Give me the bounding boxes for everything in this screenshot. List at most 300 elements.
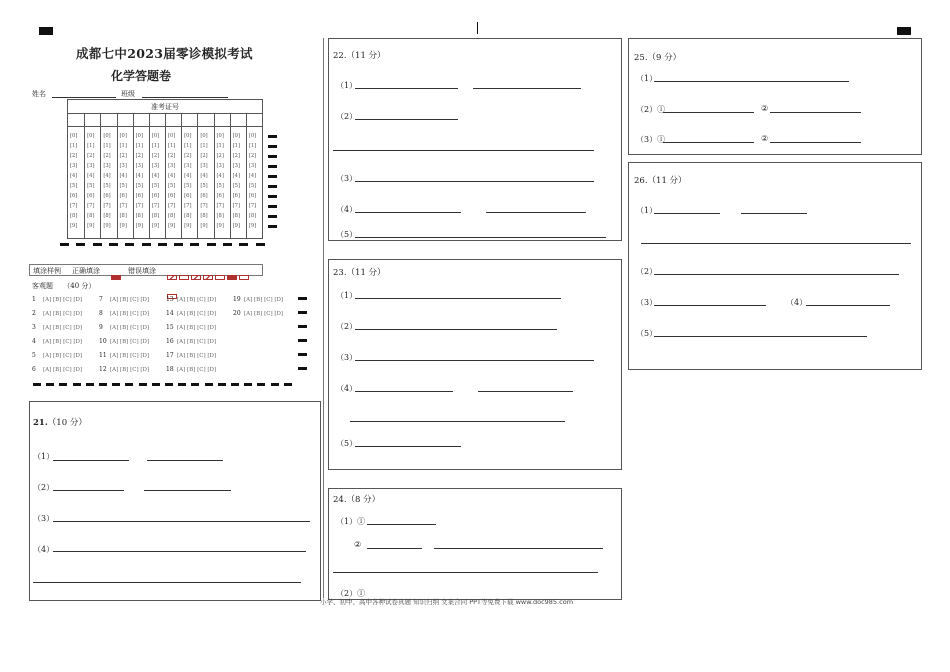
legend-example-label: 填涂样例 [33,267,61,275]
timing-mark [59,383,67,386]
digit-bubble[interactable]: [4] [151,173,160,179]
digit-bubble[interactable]: [7] [248,203,257,209]
digit-bubble[interactable]: [2] [168,153,176,159]
timing-mark [46,383,54,386]
q21-label-2: （2） [33,483,55,492]
digit-bubble[interactable]: [6] [135,193,144,199]
question-number: 12 [99,366,107,373]
digit-bubble[interactable]: [6] [70,193,78,199]
digit-bubble[interactable]: [8] [103,213,111,219]
digit-bubble[interactable]: [4] [135,173,144,179]
digit-bubble[interactable]: [3] [168,163,176,169]
question-number: 14 [166,310,174,317]
q25-label-1: （1） [636,74,658,83]
timing-mark [152,383,160,386]
question-23-box [328,259,622,470]
q25-title: 25.（9 分） [634,53,682,63]
q24-answer-1c[interactable] [434,548,603,549]
question-number: 8 [99,310,103,317]
name-field[interactable] [52,97,116,98]
objective-question-4[interactable] [32,338,82,345]
q26-title: 26.（11 分） [634,176,687,186]
digit-bubble[interactable]: [8] [248,213,257,219]
digit-bubble[interactable]: [4] [216,173,224,179]
digit-bubble[interactable]: [2] [200,153,208,159]
choice-bubbles[interactable]: [A] [B] [C] [D] [43,311,83,317]
objective-question-11[interactable] [99,352,149,359]
digit-bubble[interactable]: [9] [248,223,257,229]
digit-bubble[interactable]: [0] [248,133,257,139]
q22-answer-3[interactable] [355,181,594,182]
question-number: 16 [166,338,174,345]
digit-bubble[interactable]: [7] [119,203,127,209]
digit-bubble[interactable]: [0] [87,133,95,139]
digit-bubble[interactable]: [0] [184,133,192,139]
digit-bubble[interactable]: [0] [151,133,160,139]
digit-bubble[interactable]: [8] [135,213,144,219]
q26-label-2: （2） [636,267,658,276]
q26-label-5: （5） [636,329,658,338]
digit-bubble[interactable]: [5] [119,183,127,189]
digit-bubble[interactable]: [4] [168,173,176,179]
question-number: 3 [32,324,36,331]
q23-label-4: （4） [336,384,358,393]
objective-question-7[interactable] [99,296,149,303]
admission-number-grid [67,99,263,239]
q22-title: 22.（11 分） [333,51,386,61]
timing-mark [93,243,102,246]
digit-bubble[interactable]: [3] [216,163,224,169]
class-label: 班级 [121,90,135,98]
objective-question-17[interactable] [166,352,216,359]
objective-question-12[interactable] [99,366,149,373]
choice-bubbles[interactable]: [A] [B] [C] [D] [43,353,83,359]
digit-bubble[interactable]: [3] [119,163,127,169]
timing-mark [284,383,292,386]
timing-mark [268,175,277,178]
choice-bubbles[interactable]: [A] [B] [C] [D] [244,297,284,303]
timing-mark [125,383,133,386]
choice-bubbles[interactable]: [A] [B] [C] [D] [177,297,217,303]
choice-bubbles[interactable]: [A] [B] [C] [D] [177,325,217,331]
digit-bubble[interactable]: [8] [70,213,78,219]
digit-bubble[interactable]: [1] [135,143,144,149]
digit-bubble[interactable]: [4] [87,173,95,179]
q22-answer-1b[interactable] [473,88,581,89]
question-number: 20 [233,310,241,317]
name-label: 姓名 [32,90,46,98]
objective-question-13[interactable] [166,296,216,303]
choice-bubbles[interactable]: [A] [B] [C] [D] [43,297,83,303]
choice-bubbles[interactable]: [A] [B] [C] [D] [43,339,83,345]
q24-label-1: （1）① [336,517,366,526]
question-number: 9 [99,324,103,331]
q22-label-3: （3） [336,174,358,183]
q23-label-5: （5） [336,439,358,448]
digit-bubble[interactable]: [6] [216,193,224,199]
digit-bubble[interactable]: [6] [119,193,127,199]
q26-answer-3[interactable] [654,305,766,306]
digit-bubble[interactable]: [5] [87,183,95,189]
timing-mark [268,145,277,148]
q24-answer-1a[interactable] [367,524,436,525]
choice-bubbles[interactable]: [A] [B] [C] [D] [177,367,217,373]
digit-bubble[interactable]: [8] [119,213,127,219]
digit-bubble[interactable]: [2] [135,153,144,159]
digit-bubble[interactable]: [6] [103,193,111,199]
digit-bubble[interactable]: [1] [184,143,192,149]
question-22-box [328,38,622,241]
q22-answer-1a[interactable] [355,88,458,89]
choice-bubbles[interactable]: [A] [B] [C] [D] [110,325,150,331]
digit-bubble[interactable]: [3] [200,163,208,169]
q26-answer-1a[interactable] [654,213,720,214]
digit-bubble[interactable]: [3] [248,163,257,169]
digit-bubble[interactable]: [1] [151,143,160,149]
digit-bubble[interactable]: [6] [184,193,192,199]
q25-label-2b: ② [761,104,769,113]
digit-bubble[interactable]: [4] [70,173,78,179]
digit-bubble[interactable]: [1] [87,143,95,149]
timing-mark [268,135,277,138]
q24-answer-1d[interactable] [333,572,598,573]
timing-mark [86,383,94,386]
footer-text: 小学、初中、高中各种试卷真题 知识归纳 文案合同 PPT等免费下载 www.doc985.com [320,598,574,606]
digit-bubble[interactable]: [9] [184,223,192,229]
q21-answer-2b[interactable] [144,490,231,491]
objective-question-10[interactable] [99,338,149,345]
q26-answer-1c[interactable] [641,243,911,244]
choice-bubbles[interactable]: [A] [B] [C] [D] [244,311,284,317]
digit-bubble[interactable]: [0] [70,133,78,139]
digit-bubble[interactable]: [1] [168,143,176,149]
q25-label-3b: ② [761,134,769,143]
timing-mark [268,215,277,218]
digit-bubble[interactable]: [2] [87,153,95,159]
q23-answer-2[interactable] [355,329,557,330]
choice-bubbles[interactable]: [A] [B] [C] [D] [177,311,217,317]
choice-bubbles[interactable]: [A] [B] [C] [D] [110,353,150,359]
digit-bubble[interactable]: [6] [151,193,160,199]
q23-answer-4b[interactable] [478,391,573,392]
choice-bubbles[interactable]: [A] [B] [C] [D] [43,367,83,373]
digit-bubble[interactable]: [1] [232,143,241,149]
digit-bubble[interactable]: [9] [119,223,127,229]
digit-bubble[interactable]: [7] [103,203,111,209]
digit-bubble[interactable]: [7] [70,203,78,209]
admission-digit-column [197,113,214,238]
digit-bubble[interactable]: [4] [232,173,241,179]
digit-bubble[interactable]: [6] [87,193,95,199]
q26-label-3: （3） [636,298,658,307]
digit-bubble[interactable]: [4] [184,173,192,179]
objective-question-6[interactable] [32,366,82,373]
digit-bubble[interactable]: [0] [119,133,127,139]
q26-answer-4[interactable] [806,305,890,306]
question-number: 10 [99,338,107,345]
class-field[interactable] [142,97,228,98]
digit-bubble[interactable]: [5] [184,183,192,189]
digit-bubble[interactable]: [6] [248,193,257,199]
digit-bubble[interactable]: [7] [232,203,241,209]
admission-digit-column [230,113,247,238]
admission-digit-column [181,113,198,238]
digit-bubble[interactable]: [9] [151,223,160,229]
q25-answer-1[interactable] [654,81,849,82]
q21-label-1: （1） [33,452,55,461]
q24-label-2: （2）① [336,589,366,598]
objective-question-15[interactable] [166,324,216,331]
q25-answer-2b[interactable] [770,112,861,113]
question-number: 11 [99,352,107,359]
question-number: 6 [32,366,36,373]
question-number: 17 [166,352,174,359]
question-26-box [628,162,922,370]
digit-bubble[interactable]: [2] [119,153,127,159]
q22-answer-2a[interactable] [355,119,458,120]
q25-answer-2a[interactable] [663,112,754,113]
timing-mark [191,383,199,386]
q26-answer-1b[interactable] [741,213,807,214]
q21-answer-1b[interactable] [147,460,223,461]
q23-label-3: （3） [336,353,358,362]
objective-question-14[interactable] [166,310,216,317]
timing-mark [190,243,199,246]
digit-bubble[interactable]: [6] [168,193,176,199]
q25-label-3a: （3）① [636,135,666,144]
correct-fill-swatch [111,267,123,286]
timing-mark [60,243,69,246]
q21-answer-2a[interactable] [53,490,124,491]
q23-answer-1[interactable] [355,298,561,299]
digit-bubble[interactable]: [8] [184,213,192,219]
digit-bubble[interactable]: [0] [200,133,208,139]
admission-digit-column [246,113,263,238]
objective-question-5[interactable] [32,352,82,359]
q24-title: 24.（8 分） [333,495,381,505]
digit-bubble[interactable]: [7] [135,203,144,209]
digit-bubble[interactable]: [1] [200,143,208,149]
digit-bubble[interactable]: [8] [151,213,160,219]
timing-mark [142,243,151,246]
q21-answer-4b[interactable] [33,582,301,583]
timing-mark [165,383,173,386]
digit-bubble[interactable]: [5] [103,183,111,189]
corner-mark-right [897,27,911,35]
admission-digit-column [84,113,101,238]
timing-mark [174,243,183,246]
digit-bubble[interactable]: [3] [70,163,78,169]
question-number: 2 [32,310,36,317]
timing-mark [298,353,307,356]
q26-answer-5[interactable] [654,336,867,337]
digit-bubble[interactable]: [8] [87,213,95,219]
digit-bubble[interactable]: [2] [151,153,160,159]
timing-mark [112,383,120,386]
choice-bubbles[interactable]: [A] [B] [C] [D] [110,367,150,373]
question-number: 1 [32,296,36,303]
digit-bubble[interactable]: [8] [200,213,208,219]
digit-bubble[interactable]: [4] [200,173,208,179]
choice-bubbles[interactable]: [A] [B] [C] [D] [177,353,217,359]
q22-answer-4a[interactable] [355,212,461,213]
digit-bubble[interactable]: [2] [70,153,78,159]
choice-bubbles[interactable]: [A] [B] [C] [D] [43,325,83,331]
q24-answer-1b[interactable] [367,548,422,549]
q21-answer-4a[interactable] [53,551,306,552]
admission-digit-column [100,113,117,238]
admission-digit-column [214,113,231,238]
digit-bubble[interactable]: [3] [87,163,95,169]
digit-bubble[interactable]: [7] [168,203,176,209]
digit-bubble[interactable]: [2] [216,153,224,159]
q25-answer-3a[interactable] [663,142,754,143]
timing-mark [268,225,277,228]
timing-mark [218,383,226,386]
digit-bubble[interactable]: [6] [232,193,241,199]
q26-answer-2[interactable] [654,274,899,275]
timing-mark [298,297,307,300]
digit-bubble[interactable]: [7] [87,203,95,209]
digit-bubble[interactable]: [3] [232,163,241,169]
digit-bubble[interactable]: [7] [216,203,224,209]
school-title: 成都七中2023届零诊模拟考试 [76,46,253,61]
q23-answer-3[interactable] [355,360,594,361]
digit-bubble[interactable]: [5] [200,183,208,189]
digit-bubble[interactable]: [8] [216,213,224,219]
digit-bubble[interactable]: [8] [232,213,241,219]
question-number: 7 [99,296,103,303]
digit-bubble[interactable]: [7] [151,203,160,209]
q22-answer-2b[interactable] [333,150,594,151]
choice-bubbles[interactable]: [A] [B] [C] [D] [110,311,150,317]
timing-mark [257,383,265,386]
digit-bubble[interactable]: [9] [103,223,111,229]
timing-mark [99,383,107,386]
timing-mark [268,155,277,158]
column-divider [323,38,324,598]
digit-bubble[interactable]: [7] [200,203,208,209]
timing-mark [33,383,41,386]
admission-number-label: 准考证号 [151,103,179,111]
timing-mark [268,165,277,168]
choice-bubbles[interactable]: [A] [B] [C] [D] [110,339,150,345]
digit-bubble[interactable]: [3] [151,163,160,169]
corner-mark-left [39,27,53,35]
choice-bubbles[interactable]: [A] [B] [C] [D] [110,297,150,303]
digit-bubble[interactable]: [5] [248,183,257,189]
q22-answer-5[interactable] [355,237,606,238]
objective-question-20[interactable] [233,310,283,317]
q24-label-1b: ② [354,540,362,549]
digit-bubble[interactable]: [9] [87,223,95,229]
objective-question-9[interactable] [99,324,149,331]
q23-answer-5[interactable] [355,446,461,447]
digit-bubble[interactable]: [2] [184,153,192,159]
objective-title: 客观题 （40 分） [32,282,96,290]
digit-bubble[interactable]: [3] [103,163,111,169]
timing-mark [298,367,307,370]
timing-mark [271,383,279,386]
objective-question-3[interactable] [32,324,82,331]
q23-label-1: （1） [336,291,358,300]
question-number: 5 [32,352,36,359]
q22-answer-4b[interactable] [486,212,586,213]
timing-mark [231,383,239,386]
digit-bubble[interactable]: [9] [200,223,208,229]
q23-answer-4a[interactable] [355,391,453,392]
digit-bubble[interactable]: [1] [119,143,127,149]
timing-mark [223,243,232,246]
digit-bubble[interactable]: [5] [70,183,78,189]
sheet-title: 化学答题卷 [111,69,172,83]
digit-bubble[interactable]: [4] [248,173,257,179]
digit-bubble[interactable]: [0] [103,133,111,139]
digit-bubble[interactable]: [7] [184,203,192,209]
digit-bubble[interactable]: [9] [135,223,144,229]
timing-mark [298,339,307,342]
q25-label-2a: （2）① [636,105,666,114]
digit-bubble[interactable]: [1] [248,143,257,149]
center-tick-mark [477,22,478,34]
objective-question-2[interactable] [32,310,82,317]
digit-bubble[interactable]: [3] [135,163,144,169]
choice-bubbles[interactable]: [A] [B] [C] [D] [177,339,217,345]
digit-bubble[interactable]: [5] [168,183,176,189]
objective-question-16[interactable] [166,338,216,345]
q21-label-3: （3） [33,514,55,523]
q25-answer-3b[interactable] [770,142,861,143]
digit-bubble[interactable]: [4] [103,173,111,179]
admission-digit-column [133,113,150,238]
digit-bubble[interactable]: [1] [70,143,78,149]
timing-mark [178,383,186,386]
digit-bubble[interactable]: [2] [232,153,241,159]
digit-bubble[interactable]: [9] [70,223,78,229]
digit-bubble[interactable]: [5] [216,183,224,189]
digit-bubble[interactable]: [0] [232,133,241,139]
digit-bubble[interactable]: [9] [216,223,224,229]
digit-bubble[interactable]: [4] [119,173,127,179]
digit-bubble[interactable]: [9] [168,223,176,229]
digit-bubble[interactable]: [5] [135,183,144,189]
timing-mark [298,325,307,328]
objective-question-8[interactable] [99,310,149,317]
digit-bubble[interactable]: [0] [216,133,224,139]
digit-bubble[interactable]: [6] [200,193,208,199]
objective-question-1[interactable] [32,296,82,303]
digit-bubble[interactable]: [1] [103,143,111,149]
digit-bubble[interactable]: [1] [216,143,224,149]
digit-bubble[interactable]: [0] [168,133,176,139]
q21-answer-3[interactable] [53,521,310,522]
digit-bubble[interactable]: [9] [232,223,241,229]
timing-mark [244,383,252,386]
objective-question-18[interactable] [166,366,216,373]
objective-question-19[interactable] [233,296,283,303]
digit-bubble[interactable]: [5] [232,183,241,189]
digit-bubble[interactable]: [5] [151,183,160,189]
digit-bubble[interactable]: [0] [135,133,144,139]
q23-answer-4c[interactable] [350,421,565,422]
digit-bubble[interactable]: [2] [248,153,257,159]
question-number: 13 [166,296,174,303]
timing-mark [298,311,307,314]
digit-bubble[interactable]: [3] [184,163,192,169]
q21-answer-1a[interactable] [53,460,129,461]
digit-bubble[interactable]: [2] [103,153,111,159]
digit-bubble[interactable]: [8] [168,213,176,219]
